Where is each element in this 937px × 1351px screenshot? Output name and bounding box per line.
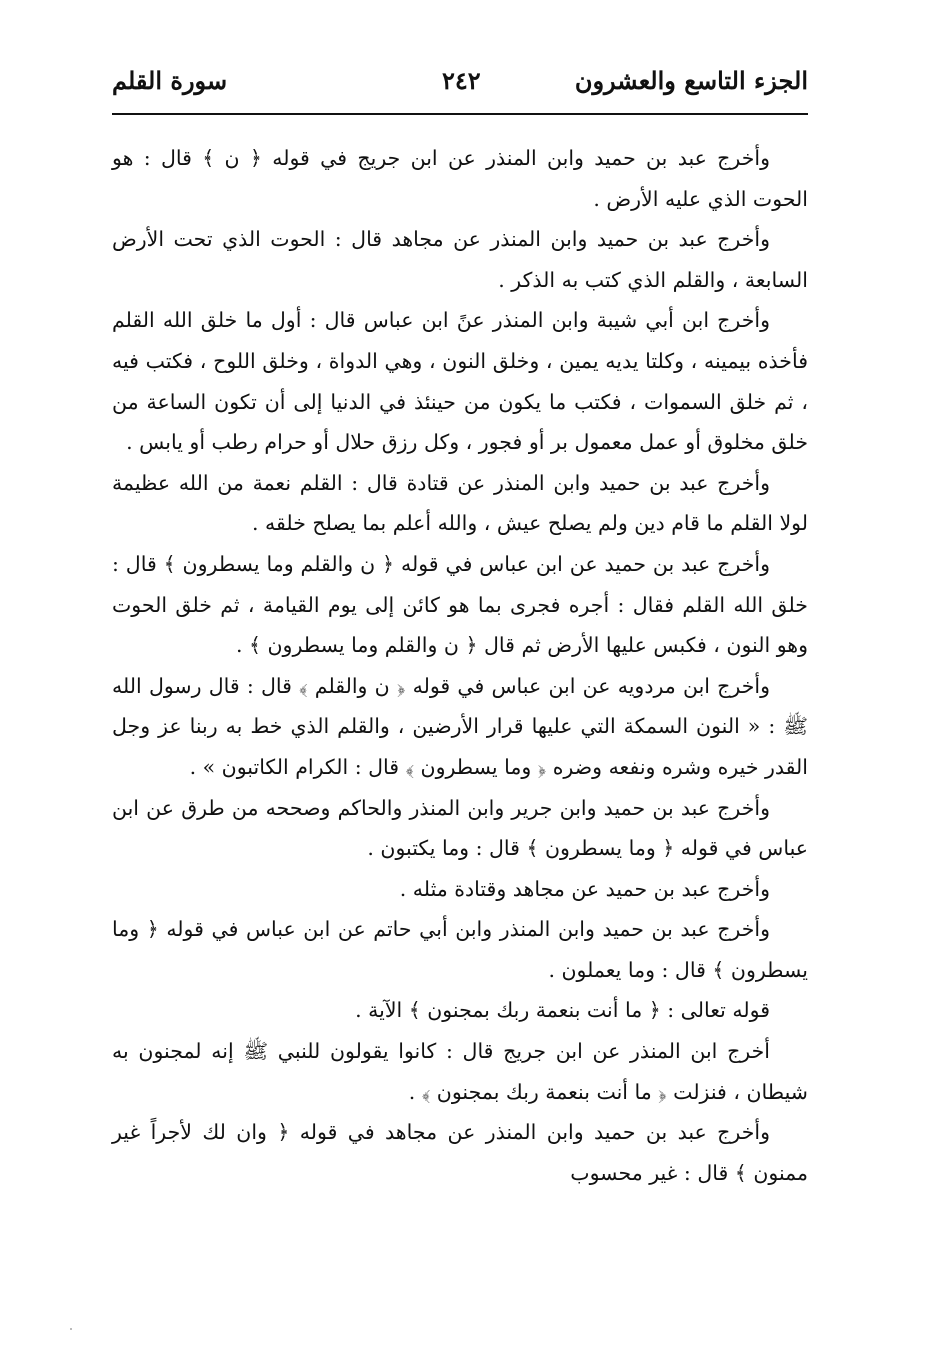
paragraph: وأخرج عبد بن حميد وابن المنذر وابن أبي حاتم عن ابن عباس في قوله ﴿ وما يسطرون ﴾ قال : وما يعملون . bbox=[112, 917, 808, 982]
paragraph: أخرج ابن المنذر عن ابن جريج قال : كانوا يقولون للنبي ﷺ إنه لمجنون به شيطان ، فنزلت ﴿ ما أنت بنعمة ربك بمجنون ﴾ . bbox=[112, 1039, 808, 1104]
paragraph: وأخرج ابن أبي شيبة وابن المنذر عنً ابن عباس قال : أول ما خلق الله القلم فأخذه بيمينه ، وكلتا يديه يمين ، وخلق النون ، وهي الدواة ، وخلق اللوح ، فكتب فيه ، ثم خلق السموات ، فكتب ما يكون من حينئذ في الدنيا إلى أن تكون الساعة من خلق مخلوق أو عمل معمول بر أو فجور ، وكل رزق حلال أو حرام رطب أو يابس . bbox=[112, 308, 808, 455]
part-title: الجزء التاسع والعشرون bbox=[574, 66, 808, 95]
paragraph: وأخرج عبد بن حميد وابن جرير وابن المنذر والحاكم وصححه من طرق عن ابن عباس في قوله ﴿ وما يسطرون ﴾ قال : وما يكتبون . bbox=[112, 795, 808, 861]
paragraph: وأخرج عبد بن حميد وابن المنذر عن قتادة قال : القلم نعمة من الله عظيمة لولا القلم ما قام دين ولم يصلح عيش ، والله أعلم بما يصلح خلقه . bbox=[112, 470, 808, 536]
header-divider bbox=[112, 113, 808, 115]
paragraph: وأخرج عبد بن حميد عن مجاهد وقتادة مثله . bbox=[399, 876, 770, 901]
scan-speck bbox=[70, 1328, 72, 1330]
surah-title: سورة القلم bbox=[112, 66, 228, 95]
paragraph: وأخرج عبد بن حميد عن ابن عباس في قوله ﴿ ن والقلم وما يسطرون ﴾ قال : خلق الله القلم فقال : أجره فجرى بما هو كائن إلى يوم القيامة ، ثم خلق الحوت وهو النون ، فكبس عليها الأرض ثم قال ﴿ ن والقلم وما يسطرون ﴾ . bbox=[112, 551, 808, 658]
page-body bbox=[112, 138, 808, 1193]
running-header bbox=[112, 62, 808, 108]
paragraph: وأخرج ابن مردويه عن ابن عباس في قوله ﴿ ن والقلم ﴾ قال : قال رسول الله ﷺ : « النون السمكة التي عليها قرار الأرضين ، والقلم الذي خط به ربنا عز وجل القدر خيره وشره ونفعه وضره ﴿ وما يسطرون ﴾ قال : الكرام الكاتبون » . bbox=[112, 673, 808, 779]
paragraph: وأخرج عبد بن حميد وابن المنذر عن مجاهد قال : الحوت الذي تحت الأرض السابعة ، والقلم الذي كتب به الذكر . bbox=[112, 227, 808, 292]
paragraph: وأخرج عبد بن حميد وابن المنذر عن ابن جريج في قوله ﴿ ن ﴾ قال : هو الحوت الذي عليه الأرض . bbox=[112, 146, 808, 211]
paragraph: وأخرج عبد بن حميد وابن المنذر عن مجاهد في قوله ﴿ وان لك لأجراً غير ممنون ﴾ قال : غير محسوب bbox=[112, 1120, 808, 1185]
page-number: ٢٤٢ bbox=[442, 66, 481, 95]
paragraph: قوله تعالى : ﴿ ما أنت بنعمة ربك بمجنون ﴾ الآية . bbox=[355, 998, 770, 1023]
